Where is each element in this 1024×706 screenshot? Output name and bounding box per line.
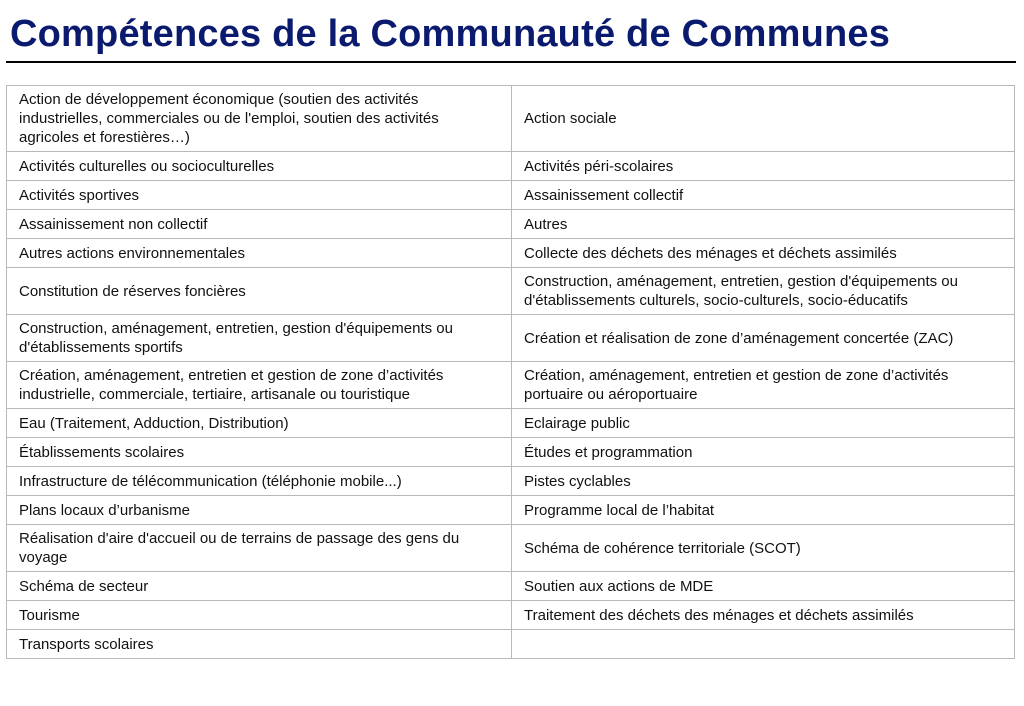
- table-cell: Études et programmation: [512, 438, 1015, 467]
- table-row: [7, 239, 1015, 268]
- table-cell: Pistes cyclables: [512, 467, 1015, 496]
- table-row: [7, 438, 1015, 467]
- table-row: [7, 525, 1015, 572]
- table-cell: Collecte des déchets des ménages et déchets assimilés: [512, 239, 1015, 268]
- table-cell: Schéma de cohérence territoriale (SCOT): [512, 525, 1015, 572]
- table-cell: Soutien aux actions de MDE: [512, 572, 1015, 601]
- table-cell: Autres: [512, 210, 1015, 239]
- table-cell: Réalisation d'aire d'accueil ou de terrains de passage des gens du voyage: [7, 525, 512, 572]
- table-cell: Activités sportives: [7, 181, 512, 210]
- table-cell: Traitement des déchets des ménages et déchets assimilés: [512, 601, 1015, 630]
- table-cell: Création, aménagement, entretien et gestion de zone d’activités industrielle, commerciale, tertiaire, artisanale ou touristique: [7, 362, 512, 409]
- table-cell: Construction, aménagement, entretien, gestion d'équipements ou d'établissements culturels, socio-culturels, socio-éducatifs: [512, 268, 1015, 315]
- table-cell: Programme local de l’habitat: [512, 496, 1015, 525]
- table-row: [7, 152, 1015, 181]
- table-cell: Infrastructure de télécommunication (téléphonie mobile...): [7, 467, 512, 496]
- competences-table-body: [7, 86, 1015, 659]
- table-cell: Eclairage public: [512, 409, 1015, 438]
- table-row: [7, 86, 1015, 152]
- title-divider: [6, 61, 1016, 63]
- table-cell: [512, 630, 1015, 659]
- table-row: [7, 467, 1015, 496]
- table-row: [7, 315, 1015, 362]
- table-cell: Transports scolaires: [7, 630, 512, 659]
- table-row: [7, 268, 1015, 315]
- table-row: [7, 496, 1015, 525]
- table-cell: Action sociale: [512, 86, 1015, 152]
- table-cell: Création et réalisation de zone d’aménagement concertée (ZAC): [512, 315, 1015, 362]
- table-cell: Plans locaux d’urbanisme: [7, 496, 512, 525]
- table-cell: Constitution de réserves foncières: [7, 268, 512, 315]
- page-title: Compétences de la Communauté de Communes: [10, 13, 891, 55]
- table-cell: Création, aménagement, entretien et gestion de zone d’activités portuaire ou aéroportuaire: [512, 362, 1015, 409]
- table-cell: Assainissement collectif: [512, 181, 1015, 210]
- table-row: [7, 630, 1015, 659]
- table-cell: Action de développement économique (soutien des activités industrielles, commerciales ou de l'emploi, soutien des activités agricoles et forestières…): [7, 86, 512, 152]
- table-cell: Construction, aménagement, entretien, gestion d'équipements ou d'établissements sportifs: [7, 315, 512, 362]
- table-cell: Activités péri-scolaires: [512, 152, 1015, 181]
- table-row: [7, 409, 1015, 438]
- table-row: [7, 181, 1015, 210]
- table-row: [7, 572, 1015, 601]
- table-cell: Établissements scolaires: [7, 438, 512, 467]
- table-cell: Eau (Traitement, Adduction, Distribution): [7, 409, 512, 438]
- table-cell: Assainissement non collectif: [7, 210, 512, 239]
- table-cell: Schéma de secteur: [7, 572, 512, 601]
- table-row: [7, 210, 1015, 239]
- table-cell: Activités culturelles ou socioculturelles: [7, 152, 512, 181]
- table-row: [7, 362, 1015, 409]
- competences-table: [6, 85, 1015, 659]
- table-cell: Tourisme: [7, 601, 512, 630]
- table-cell: Autres actions environnementales: [7, 239, 512, 268]
- table-row: [7, 601, 1015, 630]
